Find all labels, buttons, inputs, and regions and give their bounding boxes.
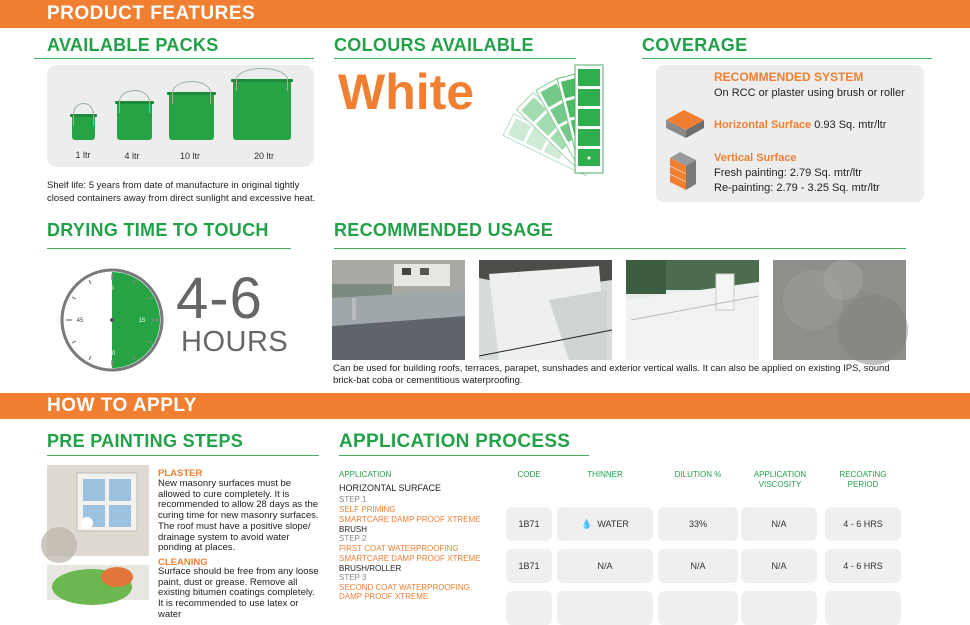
- plaster-text: New masonry surfaces must be allowed to cure completely. It is recommended to allow 28 days as the curing time for new masonry surfaces. The roof must have a positive slope/ drainage system to avoid water ponding at places.: [158, 478, 319, 554]
- clock-mark-15: 15: [138, 318, 146, 324]
- colours-rule: [334, 58, 576, 59]
- row3-recoat-cell: [825, 591, 901, 625]
- row1-thinner-cell: [557, 507, 653, 541]
- step1-label: STEP 1: [339, 495, 367, 504]
- row1-viscosity: N/A: [741, 507, 817, 541]
- process-rule: [339, 455, 589, 456]
- bucket-4l-icon: [117, 104, 152, 140]
- row2-dilution: N/A: [658, 549, 738, 583]
- step1-tool: BRUSH: [339, 525, 368, 534]
- row3-code-cell: [506, 591, 552, 625]
- step2-name: FIRST COAT WATERPROOFING: [339, 544, 459, 553]
- header-application: APPLICATION: [339, 470, 392, 479]
- usage-photo-wall: [773, 260, 906, 360]
- row2-thinner: N/A: [557, 549, 653, 583]
- step2-tool: BRUSH/ROLLER: [339, 564, 402, 573]
- repainting-text: Re-painting: 2.79 - 3.25 Sq. mtr/ltr: [714, 182, 880, 194]
- process-heading: APPLICATION PROCESS: [339, 431, 571, 452]
- prepaint-heading: PRE PAINTING STEPS: [47, 431, 244, 451]
- step3-label: STEP 3: [339, 573, 367, 582]
- vertical-surface-icon: [666, 150, 700, 192]
- horizontal-surface-icon: [664, 104, 706, 140]
- pack-size-10: 10 ltr: [179, 151, 200, 161]
- row1-code: 1B71: [506, 507, 552, 541]
- row1-recoat: 4 - 6 HRS: [825, 507, 901, 541]
- row1-dilution: 33%: [658, 507, 738, 541]
- step2-product: SMARTCARE DAMP PROOF XTREME: [339, 554, 481, 563]
- step3-product: DAMP PROOF XTREME: [339, 592, 429, 601]
- how-to-apply-band: HOW TO APPLY: [0, 393, 970, 419]
- horizontal-surface-label: Horizontal Surface: [714, 119, 812, 131]
- step3-name: SECOND COAT WATERPROOFING: [339, 583, 470, 592]
- cleaning-text: Surface should be free from any loose paint, dust or grease. Remove all existing bitumen coatings completely. It is recommended to use latex or water: [158, 566, 319, 620]
- vertical-surface-label: Vertical Surface: [714, 152, 797, 164]
- bucket-10l-icon: [169, 95, 214, 140]
- header-viscosity: APPLICATION VISCOSITY: [753, 470, 807, 489]
- recommended-system-text: On RCC or plaster using brush or roller: [714, 87, 905, 99]
- step2-label: STEP 2: [339, 534, 367, 543]
- row3-viscosity-cell: [741, 591, 817, 625]
- shelf-life-text: Shelf life: 5 years from date of manufacture in original tightly closed containers away from direct sunlight and excessive heat.: [47, 180, 316, 204]
- row3-thinner-cell: [557, 591, 653, 625]
- plaster-step-image: [47, 465, 149, 556]
- colour-name: White: [338, 64, 475, 120]
- product-features-band: PRODUCT FEATURES: [0, 0, 970, 28]
- usage-rule: [334, 248, 906, 249]
- row2-code: 1B71: [506, 549, 552, 583]
- step1-product: SMARTCARE DAMP PROOF XTREME: [339, 515, 481, 524]
- drying-time-value: 4-6: [176, 266, 263, 331]
- pack-size-4: 4 ltr: [124, 151, 140, 161]
- horizontal-surface-row: [714, 119, 886, 131]
- cleaning-step-image: [47, 565, 149, 600]
- prepaint-rule: [47, 455, 319, 456]
- header-code: CODE: [517, 470, 541, 479]
- plaster-title: PLASTER: [158, 468, 203, 479]
- row1-thinner: WATER: [597, 519, 629, 529]
- header-recoating: RECOATING PERIOD: [839, 470, 887, 489]
- colours-heading: COLOURS AVAILABLE: [334, 35, 534, 55]
- pack-size-1: 1 ltr: [75, 150, 91, 160]
- step1-name: SELF PRIMING: [339, 505, 396, 514]
- usage-photo-terrace: [626, 260, 759, 360]
- drying-time-unit: HOURS: [181, 326, 289, 358]
- usage-description: Can be used for building roofs, terraces, parapet, sunshades and exterior vertical walls. It can also be applied on existing IPS, sound brick-bat coba or cementitious waterproofing.: [333, 363, 890, 386]
- water-drop-icon: 💧: [581, 518, 593, 529]
- usage-heading: RECOMMENDED USAGE: [334, 220, 554, 240]
- clock-mark-0: 0: [110, 286, 114, 292]
- recommended-system-title: RECOMMENDED SYSTEM: [714, 70, 864, 84]
- surface-label: HORIZONTAL SURFACE: [339, 483, 442, 493]
- usage-photo-roof: [332, 260, 465, 360]
- colour-fan-icon: [496, 60, 614, 180]
- header-dilution: DILUTION %: [674, 470, 722, 479]
- fresh-painting-text: Fresh painting: 2.79 Sq. mtr/ltr: [714, 167, 862, 179]
- row2-recoat: 4 - 6 HRS: [825, 549, 901, 583]
- coverage-heading: COVERAGE: [642, 35, 748, 55]
- horizontal-surface-value: 0.93 Sq. mtr/ltr: [814, 119, 887, 131]
- header-thinner: THINNER: [587, 470, 623, 479]
- coverage-rule: [642, 58, 932, 59]
- packs-rule: [34, 58, 314, 59]
- drying-rule: [47, 248, 291, 249]
- clock-mark-30: 30: [108, 351, 116, 357]
- bucket-20l-icon: [233, 82, 291, 140]
- drying-heading: DRYING TIME TO TOUCH: [47, 220, 269, 240]
- clock-icon: [60, 268, 164, 372]
- clock-mark-45: 45: [76, 318, 84, 324]
- available-packs-heading: AVAILABLE PACKS: [47, 35, 219, 55]
- row3-dilution-cell: [658, 591, 738, 625]
- row2-viscosity: N/A: [741, 549, 817, 583]
- usage-photo-parapet: [479, 260, 612, 360]
- pack-size-20: 20 ltr: [253, 151, 274, 161]
- bucket-1l-icon: [72, 117, 95, 140]
- cleaning-title: CLEANING: [158, 557, 208, 568]
